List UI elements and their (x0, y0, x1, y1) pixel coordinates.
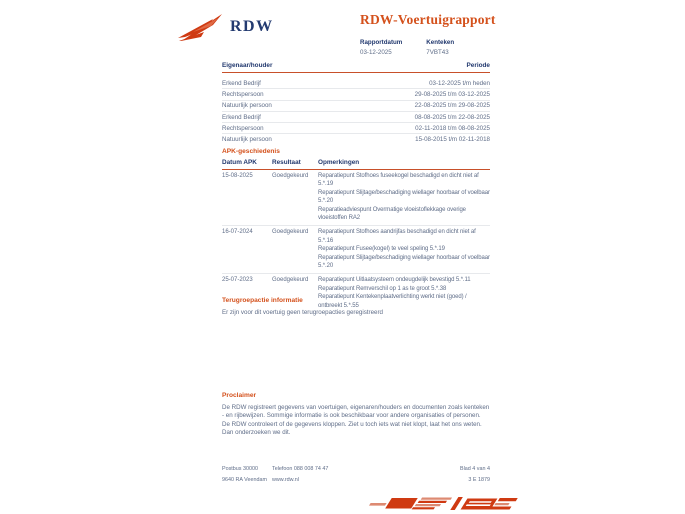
apk-date: 15-08-2025 (222, 173, 253, 179)
apk-result: Goedgekeurd (272, 229, 309, 236)
period-column-header: Periode (466, 62, 490, 69)
table-row (222, 89, 490, 100)
owner-column-header: Eigenaar/houder (222, 62, 273, 69)
apk-date: 25-07-2023 (222, 277, 253, 284)
table-row (222, 170, 490, 226)
footer-form-code: 3 E 1879 (468, 477, 490, 483)
apk-result: Goedgekeurd (272, 277, 309, 284)
owner-table-header (222, 62, 490, 73)
owner-type: Rechtspersoon (222, 90, 264, 98)
apk-remark-line: Reparatieadviespunt Overmatige vloeistoflekkage overige vloeistoffen RA2 (318, 206, 466, 222)
owner-period: 03-12-2025 t/m heden (429, 79, 490, 87)
footer-page-number: Blad 4 van 4 (460, 466, 490, 472)
footer-website: www.rdw.nl (272, 477, 299, 483)
owner-type: Natuurlijk persoon (222, 136, 272, 144)
recall-section-title: Terugroepactie informatie (222, 297, 303, 304)
page-footer (222, 464, 490, 486)
owner-period: 08-08-2025 t/m 22-08-2025 (414, 113, 490, 121)
apk-date-column-header: Datum APK (222, 159, 257, 166)
rdw-logo (177, 12, 274, 42)
license-plate-label: Kenteken (426, 39, 455, 46)
owner-type: Natuurlijk persoon (222, 102, 272, 110)
report-date-field (360, 39, 402, 56)
apk-remarks (318, 228, 490, 270)
disclaimer-section (222, 392, 490, 438)
apk-table-header (222, 159, 490, 170)
apk-remarks (318, 172, 490, 222)
footer-address (222, 464, 272, 486)
apk-remarks-column-header: Opmerkingen (318, 159, 360, 166)
apk-date: 16-07-2024 (222, 229, 253, 236)
apk-remark-line: Reparatiepunt Uitlaatsysteem ondeugdelijk bevestigd 5.*.11 (318, 277, 471, 284)
disclaimer-title: Proclaimer (222, 392, 257, 399)
table-row (222, 134, 490, 144)
table-row (222, 112, 490, 123)
apk-history-section (222, 148, 490, 313)
apk-remark-line: Reparatiepunt Remverschil op 1 as te groot 5.*.38 (318, 285, 447, 292)
owner-type: Rechtspersoon (222, 124, 264, 132)
owner-period: 29-08-2025 t/m 03-12-2025 (414, 90, 490, 98)
apk-remark-line: Reparatiepunt Fusee(kogel) te veel speling 5.*.19 (318, 246, 445, 253)
owner-period: 22-08-2025 t/m 29-08-2025 (414, 102, 490, 110)
footer-postbus: Postbus 30000 (222, 466, 258, 472)
rdw-logo-text: RDW (230, 18, 274, 35)
table-row (222, 78, 490, 89)
license-plate-field (426, 39, 454, 56)
recall-text: Er zijn voor dit voertuig geen terugroepacties geregistreerd (222, 308, 383, 316)
apk-remark-line: Reparatiepunt Kentekenplaatverlichting werkt niet (goed) / ontbreekt 5.*.55 (318, 294, 467, 309)
owner-table-body (222, 73, 490, 145)
owner-period: 02-11-2018 t/m 08-08-2025 (415, 124, 490, 132)
owner-holder-section (222, 62, 490, 145)
report-header (360, 12, 540, 56)
table-row (222, 123, 490, 134)
apk-remark-line: Reparatiepunt Slijtage/beschadiging wiellager hoorbaar of voelbaar 5.*.20 (318, 254, 490, 270)
footer-phone: Telefoon 088 008 74 47 (272, 466, 329, 472)
apk-table-body (222, 170, 490, 313)
footer-city: 9640 RA Veendam (222, 477, 267, 483)
disclaimer-text: De RDW registreert gegevens van voertuigen, eigenaren/houders en documenten zoals kenteken - en rijbewijzen. Sommige informatie is ook beschikbaar voor andere organisaties of personen. De RDW controleert of de gegevens kloppen. Ziet u toch iets wat niet klopt, laat het ons weten. Dan onderzoeken we dit. (222, 403, 490, 437)
apk-remark-line: Reparatiepunt Slijtage/beschadiging wiellager hoorbaar of voelbaar 5.*.20 (318, 189, 490, 205)
owner-type: Erkend Bedrijf (222, 113, 261, 121)
apk-remark-line: Reparatiepunt Stofhoes aandrijfas beschadigd en dicht niet af 5.*.16 (318, 229, 476, 244)
recall-section (222, 297, 490, 317)
rdw-wing-icon (177, 12, 223, 42)
apk-section-title: APK-geschiedenis (222, 148, 280, 155)
table-row (222, 226, 490, 274)
apk-remark-line: Reparatiepunt Stofhoes fuseekogel beschadigd en dicht niet af 5.*.19 (318, 173, 479, 188)
footer-meta (460, 464, 490, 486)
owner-type: Erkend Bedrijf (222, 79, 261, 87)
page-title: RDW-Voertuigrapport (360, 12, 496, 27)
report-date-label: Rapportdatum (360, 39, 403, 46)
license-plate-value: 7VBT43 (426, 48, 449, 56)
report-date-value: 03-12-2025 (360, 48, 392, 56)
apk-result: Goedgekeurd (272, 173, 309, 179)
owner-period: 15-08-2015 t/m 02-11-2018 (415, 136, 490, 144)
table-row (222, 101, 490, 112)
footer-contact (272, 464, 460, 486)
rdw-stripe-graphic-icon (367, 496, 525, 512)
apk-result-column-header: Resultaat (272, 159, 301, 166)
